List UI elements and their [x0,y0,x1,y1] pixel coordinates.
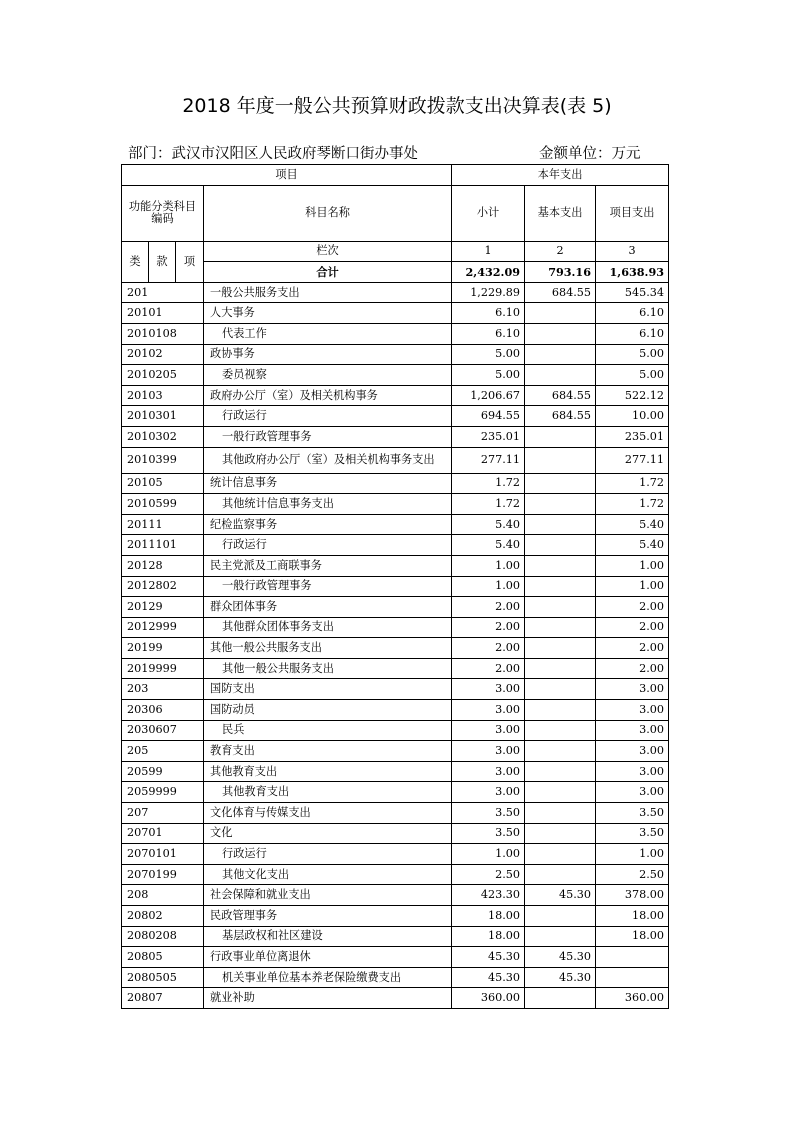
row-basic: 45.30 [525,885,596,906]
row-project: 2.00 [596,638,669,659]
row-basic [525,700,596,721]
row-code: 20807 [122,988,204,1009]
unit-label: 金额单位：万元 [539,146,641,162]
table-row [122,720,669,741]
row-project: 1.72 [596,473,669,494]
table-row [122,947,669,968]
row-project: 3.00 [596,700,669,721]
row-basic [525,597,596,618]
row-basic [525,555,596,576]
row-subject-name: 政府办公厅（室）及相关机构事务 [204,385,452,406]
row-code: 2070101 [122,844,204,865]
department-label: 部门：武汉市汉阳区人民政府琴断口街办事处 [128,146,418,162]
row-code: 20101 [122,303,204,324]
row-subject-name: 政协事务 [204,344,452,365]
row-project: 1.00 [596,576,669,597]
table-row [122,823,669,844]
row-subject-name: 行政运行 [204,844,452,865]
row-subject-name: 其他教育支出 [204,782,452,803]
row-code: 20701 [122,823,204,844]
row-subtotal: 3.00 [452,782,525,803]
row-basic [525,323,596,344]
row-project: 235.01 [596,426,669,447]
header-row-1 [122,165,669,186]
table-row [122,473,669,494]
expenditure-table [121,164,669,1009]
table-row [122,494,669,515]
table-row [122,638,669,659]
row-project: 5.40 [596,514,669,535]
row-subtotal: 694.55 [452,406,525,427]
table-row [122,323,669,344]
table-row [122,344,669,365]
row-project: 6.10 [596,303,669,324]
row-basic [525,447,596,473]
table-body [122,165,669,1009]
table-row [122,576,669,597]
row-code: 2019999 [122,658,204,679]
row-code: 2080208 [122,926,204,947]
row-basic [525,365,596,386]
header-lei: 类 [122,241,149,282]
row-basic [525,638,596,659]
total-project: 1,638.93 [596,262,669,283]
table-row [122,406,669,427]
row-subtotal: 5.00 [452,365,525,386]
row-code: 208 [122,885,204,906]
row-subject-name: 行政事业单位离退休 [204,947,452,968]
row-basic [525,514,596,535]
table-row [122,741,669,762]
row-subject-name: 机关事业单位基本养老保险缴费支出 [204,967,452,988]
row-subtotal: 3.50 [452,803,525,824]
row-project: 3.00 [596,782,669,803]
row-basic [525,303,596,324]
row-project [596,967,669,988]
table-row [122,282,669,303]
row-basic [525,494,596,515]
total-basic: 793.16 [525,262,596,283]
row-project: 2.50 [596,864,669,885]
row-subject-name: 其他一般公共服务支出 [204,658,452,679]
row-subject-name: 一般行政管理事务 [204,426,452,447]
row-subject-name: 其他政府办公厅（室）及相关机构事务支出 [204,447,452,473]
table-row [122,385,669,406]
row-subject-name: 就业补助 [204,988,452,1009]
row-subtotal: 1.00 [452,844,525,865]
table-row [122,864,669,885]
row-subject-name: 国防动员 [204,700,452,721]
row-subject-name: 其他文化支出 [204,864,452,885]
row-project: 3.50 [596,803,669,824]
row-code: 20199 [122,638,204,659]
table-row [122,782,669,803]
row-project [596,947,669,968]
row-subject-name: 一般公共服务支出 [204,282,452,303]
row-subtotal: 277.11 [452,447,525,473]
row-basic [525,535,596,556]
row-code: 20129 [122,597,204,618]
row-code: 201 [122,282,204,303]
header-basic: 基本支出 [525,185,596,241]
header-subtotal: 小计 [452,185,525,241]
row-subject-name: 社会保障和就业支出 [204,885,452,906]
table-row [122,988,669,1009]
row-basic [525,988,596,1009]
header-row-2 [122,185,669,241]
row-basic [525,617,596,638]
page-title: 2018 年度一般公共预算财政拨款支出决算表(表 5) [182,95,612,117]
table-row [122,426,669,447]
row-code: 2010301 [122,406,204,427]
row-subtotal: 1,229.89 [452,282,525,303]
row-project: 18.00 [596,926,669,947]
row-basic [525,426,596,447]
total-label: 合计 [204,262,452,283]
row-subject-name: 民政管理事务 [204,906,452,927]
row-subject-name: 基层政权和社区建设 [204,926,452,947]
row-subtotal: 45.30 [452,947,525,968]
row-project: 545.34 [596,282,669,303]
row-basic [525,906,596,927]
row-subtotal: 5.40 [452,535,525,556]
row-basic [525,782,596,803]
row-subtotal: 6.10 [452,303,525,324]
table-row [122,447,669,473]
row-subtotal: 2.00 [452,617,525,638]
row-code: 20105 [122,473,204,494]
row-code: 20128 [122,555,204,576]
row-subtotal: 5.40 [452,514,525,535]
row-subject-name: 教育支出 [204,741,452,762]
row-subtotal: 3.00 [452,741,525,762]
row-subtotal: 423.30 [452,885,525,906]
table-row [122,658,669,679]
header-project-expense: 项目支出 [596,185,669,241]
table-row [122,803,669,824]
row-basic [525,576,596,597]
row-project: 6.10 [596,323,669,344]
row-basic [525,926,596,947]
row-subject-name: 其他教育支出 [204,761,452,782]
row-project: 277.11 [596,447,669,473]
row-basic [525,344,596,365]
row-project: 3.00 [596,679,669,700]
row-code: 2070199 [122,864,204,885]
row-basic: 45.30 [525,947,596,968]
row-subject-name: 行政运行 [204,535,452,556]
row-subject-name: 文化体育与传媒支出 [204,803,452,824]
row-project: 1.72 [596,494,669,515]
row-code: 2010108 [122,323,204,344]
row-subtotal: 3.50 [452,823,525,844]
row-code: 2010205 [122,365,204,386]
table-row [122,555,669,576]
table-row [122,906,669,927]
row-project: 10.00 [596,406,669,427]
table-row [122,967,669,988]
row-subject-name: 民主党派及工商联事务 [204,555,452,576]
row-basic [525,679,596,700]
row-project: 18.00 [596,906,669,927]
row-subtotal: 2.00 [452,638,525,659]
row-basic [525,864,596,885]
table-row [122,885,669,906]
row-subject-name: 代表工作 [204,323,452,344]
total-subtotal: 2,432.09 [452,262,525,283]
row-subtotal: 2.00 [452,658,525,679]
row-basic [525,803,596,824]
row-subject-name: 一般行政管理事务 [204,576,452,597]
table-row [122,617,669,638]
row-subject-name: 民兵 [204,720,452,741]
table-row [122,761,669,782]
row-project: 3.50 [596,823,669,844]
row-code: 2059999 [122,782,204,803]
row-code: 2012999 [122,617,204,638]
table-row [122,700,669,721]
row-project: 360.00 [596,988,669,1009]
header-xiang: 项 [176,241,204,282]
row-subtotal: 1.00 [452,555,525,576]
row-subtotal: 3.00 [452,720,525,741]
header-col-1: 1 [452,241,525,262]
row-basic: 684.55 [525,282,596,303]
row-code: 207 [122,803,204,824]
row-code: 20599 [122,761,204,782]
row-code: 20102 [122,344,204,365]
row-code: 2010599 [122,494,204,515]
row-code: 2010399 [122,447,204,473]
table-row [122,844,669,865]
row-basic [525,720,596,741]
row-project: 1.00 [596,844,669,865]
table-row [122,303,669,324]
row-subtotal: 5.00 [452,344,525,365]
row-subtotal: 3.00 [452,700,525,721]
header-kuan: 款 [149,241,176,282]
header-col-2: 2 [525,241,596,262]
row-subtotal: 2.50 [452,864,525,885]
row-basic: 45.30 [525,967,596,988]
row-basic [525,844,596,865]
row-subtotal: 1.72 [452,473,525,494]
row-subject-name: 群众团体事务 [204,597,452,618]
row-project: 2.00 [596,658,669,679]
header-row-3 [122,241,669,262]
row-subtotal: 1.00 [452,576,525,597]
row-project: 378.00 [596,885,669,906]
row-subject-name: 统计信息事务 [204,473,452,494]
row-subject-name: 其他群众团体事务支出 [204,617,452,638]
row-basic [525,473,596,494]
row-subject-name: 国防支出 [204,679,452,700]
table-row [122,535,669,556]
header-lanci: 栏次 [204,241,452,262]
header-current-year: 本年支出 [452,165,669,186]
row-project: 1.00 [596,555,669,576]
row-code: 2030607 [122,720,204,741]
row-basic [525,823,596,844]
row-code: 20111 [122,514,204,535]
row-subject-name: 其他一般公共服务支出 [204,638,452,659]
row-code: 20805 [122,947,204,968]
row-subtotal: 2.00 [452,597,525,618]
row-code: 203 [122,679,204,700]
row-code: 2011101 [122,535,204,556]
row-code: 20103 [122,385,204,406]
row-project: 5.00 [596,365,669,386]
header-col-3: 3 [596,241,669,262]
row-code: 2010302 [122,426,204,447]
row-subject-name: 其他统计信息事务支出 [204,494,452,515]
row-subject-name: 纪检监察事务 [204,514,452,535]
row-basic [525,741,596,762]
row-code: 2012802 [122,576,204,597]
row-basic [525,658,596,679]
row-subject-name: 行政运行 [204,406,452,427]
row-project: 522.12 [596,385,669,406]
row-subtotal: 360.00 [452,988,525,1009]
row-subtotal: 18.00 [452,926,525,947]
row-code: 20802 [122,906,204,927]
table-row [122,926,669,947]
row-subject-name: 文化 [204,823,452,844]
row-code: 20306 [122,700,204,721]
row-subject-name: 委员视察 [204,365,452,386]
row-subtotal: 3.00 [452,679,525,700]
row-subtotal: 3.00 [452,761,525,782]
row-basic [525,761,596,782]
header-func-code: 功能分类科目编码 [122,185,204,241]
table-row [122,514,669,535]
row-project: 3.00 [596,741,669,762]
row-project: 5.00 [596,344,669,365]
total-row [122,262,669,283]
row-subtotal: 1.72 [452,494,525,515]
row-subtotal: 18.00 [452,906,525,927]
row-project: 3.00 [596,761,669,782]
row-subject-name: 人大事务 [204,303,452,324]
row-basic: 684.55 [525,406,596,427]
row-basic: 684.55 [525,385,596,406]
row-project: 2.00 [596,617,669,638]
row-subtotal: 45.30 [452,967,525,988]
header-project: 项目 [122,165,452,186]
row-subtotal: 235.01 [452,426,525,447]
row-code: 205 [122,741,204,762]
row-project: 5.40 [596,535,669,556]
row-project: 2.00 [596,597,669,618]
header-subject-name: 科目名称 [204,185,452,241]
row-subtotal: 6.10 [452,323,525,344]
table-row [122,597,669,618]
row-project: 3.00 [596,720,669,741]
row-code: 2080505 [122,967,204,988]
table-row [122,365,669,386]
table-row [122,679,669,700]
row-subtotal: 1,206.67 [452,385,525,406]
